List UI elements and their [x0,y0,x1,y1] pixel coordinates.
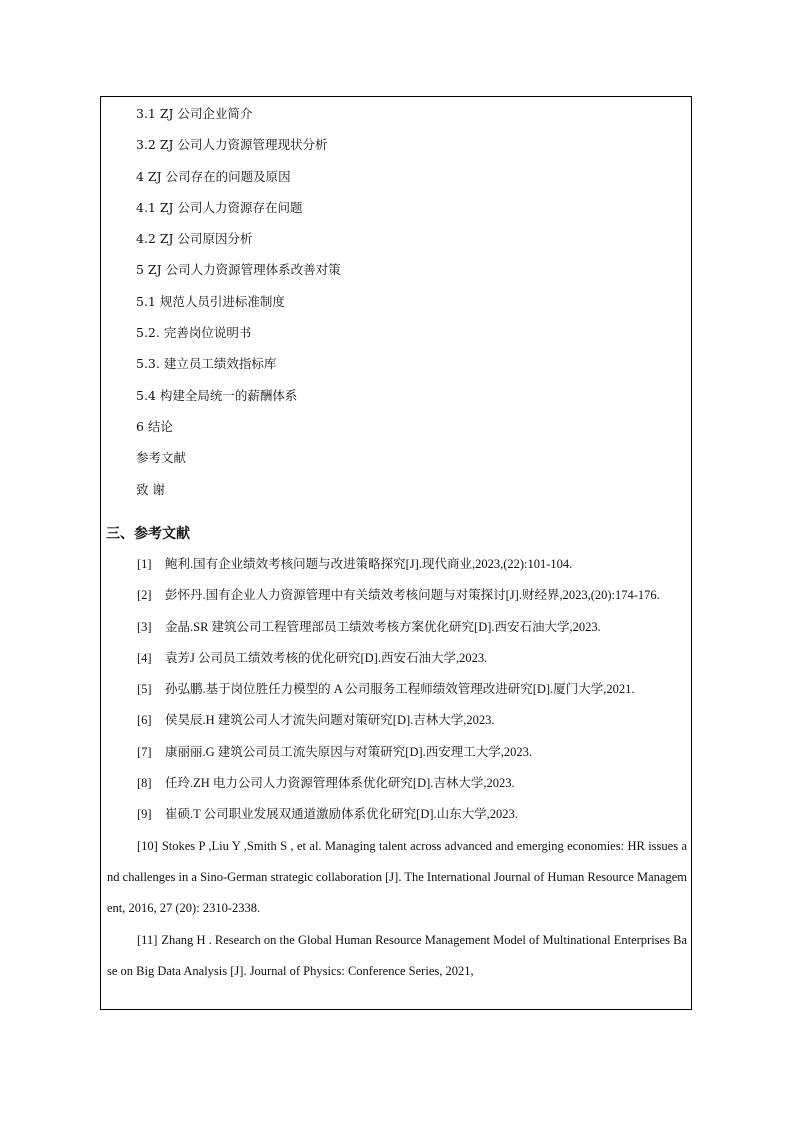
toc-item: 3.1 ZJ 公司企业简介 [136,106,253,121]
reference-text: 侯昊辰.H 建筑公司人才流失问题对策研究[D].吉林大学,2023. [165,713,495,728]
reference-text: 崔硕.T 公司职业发展双通道激励体系优化研究[D].山东大学,2023. [165,807,518,822]
table-of-contents [136,105,676,512]
reference-item [107,768,687,799]
reference-item [107,580,687,611]
toc-item: 5.4 构建全局统一的薪酬体系 [136,387,298,403]
reference-number: [4] [137,650,152,665]
reference-text: Stokes P ,Liu Y ,Smith S , et al. Managing talent across advanced and emerging economies: HR issues and challenges in a Sino-German strategic collaboration [J]. The International Journal of Human Resource Management, 2016, 27 (20): 2310-2338. [107,838,687,916]
reference-number: [9] [137,807,152,822]
reference-text: 任玲.ZH 电力公司人力资源管理体系优化研究[D].吉林大学,2023. [165,776,515,791]
reference-text: 鲍利.国有企业绩效考核问题与改进策略探究[J].现代商业,2023,(22):101-104. [165,557,573,571]
reference-number: [6] [137,713,152,728]
reference-item [107,705,687,736]
reference-item [107,549,687,580]
toc-item: 4.1 ZJ 公司人力资源存在问题 [136,199,303,215]
reference-number: [8] [137,776,152,791]
toc-item: 5.3. 建立员工绩效指标库 [136,356,277,372]
toc-item: 4.2 ZJ 公司原因分析 [136,231,253,247]
reference-number: [1] [137,557,152,571]
toc-item: 3.2 ZJ 公司人力资源管理现状分析 [136,137,328,153]
toc-item: 致 谢 [136,481,165,497]
section-title: 三、参考文献 [106,526,190,542]
reference-text: 彭怀丹.国有企业人力资源管理中有关绩效考核问题与对策探讨[J].财经界,2023,(20):174-176. [165,588,660,603]
reference-text: 康丽丽.G 建筑公司员工流失原因与对策研究[D].西安理工大学,2023. [165,744,533,759]
toc-item: 参考文献 [136,450,187,466]
reference-number: [5] [137,682,152,697]
reference-text: 金晶.SR 建筑公司工程管理部员工绩效考核方案优化研究[D].西安石油大学,2023. [165,619,601,634]
reference-item [107,643,687,674]
document-frame [100,96,692,1010]
reference-item [107,612,687,643]
reference-number: [2] [137,588,152,603]
reference-text: 孙弘鹏.基于岗位胜任力模型的 A 公司服务工程师绩效管理改进研究[D].厦门大学,2021. [165,682,635,697]
reference-item [107,831,687,925]
toc-item: 5.2. 完善岗位说明书 [136,325,252,341]
reference-text: Zhang H . Research on the Global Human Resource Management Model of Multinational Enterprises Base on Big Data Analysis [J]. Journal of Physics: Conference Series, 2021, [107,932,687,978]
reference-list [107,549,687,987]
reference-item [107,737,687,768]
toc-item: 4 ZJ 公司存在的问题及原因 [136,168,291,184]
reference-item [107,674,687,705]
reference-number: [3] [137,619,152,634]
reference-number: [10] [137,838,158,853]
toc-item: 5 ZJ 公司人力资源管理体系改善对策 [136,262,341,278]
toc-item: 6 结论 [136,418,173,434]
reference-number: [7] [137,744,152,759]
reference-item [107,925,687,988]
reference-number: [11] [137,932,158,947]
reference-item [107,799,687,830]
toc-item: 5.1 规范人员引进标准制度 [136,293,285,309]
reference-text: 袁芳J 公司员工绩效考核的优化研究[D].西安石油大学,2023. [165,650,488,665]
